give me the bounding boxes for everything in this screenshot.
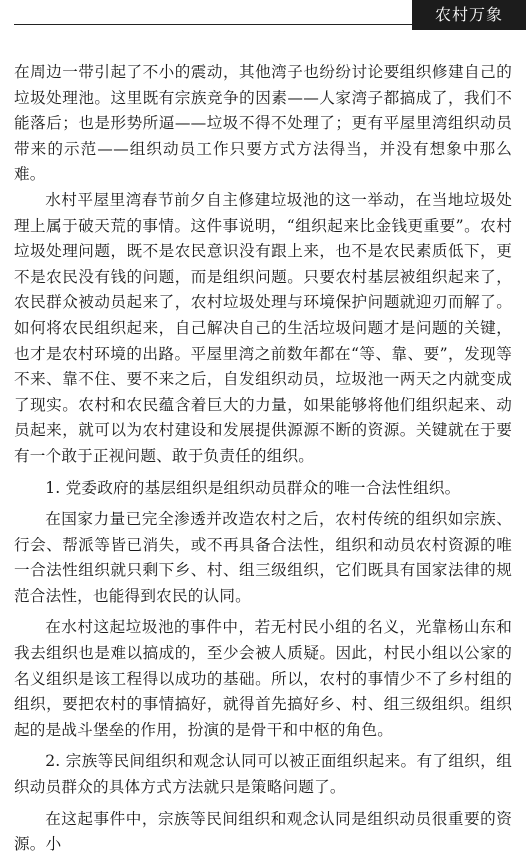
numbered-point: 1. 党委政府的基层组织是组织动员群众的唯一合法性组织。 <box>45 478 461 497</box>
paragraph: 在这起事件中，宗族等民间组织和观念认同是组织动员很重要的资源。小 <box>14 809 512 854</box>
paragraph: 在国家力量已完全渗透并改造农村之后，农村传统的组织如宗族、行会、帮派等皆已消失，或不再具备合法性，组织和动员农村资源的唯一合法性组织就只剩下乡、村、组三级组织，它们既具有国家法律的规范合法性，也能得到农民的认同。 <box>14 510 512 605</box>
paragraph: 在周边一带引起了不小的震动，其他湾子也纷纷讨论要组织修建自己的垃圾处理池。这里既有宗族竞争的因素——人家湾子都搞成了，我们不能落后；也是形势所逼——垃圾不得不处理了；更有平屋里湾组织动员带来的示范——组织动员工作只要方式方法得当，并没有想象中那么难。 <box>14 63 512 184</box>
article-body <box>14 60 512 858</box>
section-label: 农村万象 <box>412 0 526 30</box>
paragraph: 在水村这起垃圾池的事件中，若无村民小组的名义，光靠杨山东和我去组织也是难以搞成的，至少会被人质疑。因此，村民小组以公家的名义组织是该工程得以成功的基础。所以，农村的事情少不了乡村组的组织，要把农村的事情搞好，就得首先搞好乡、村、组三级组织。组织起的是战斗堡垒的作用，扮演的是骨干和中枢的角色。 <box>14 618 512 739</box>
numbered-point: 2. 宗族等民间组织和观念认同可以被正面组织起来。有了组织，组织动员群众的具体方式方法就只是策略问题了。 <box>14 752 512 797</box>
header-rule <box>14 24 412 25</box>
paragraph: 水村平屋里湾春节前夕自主修建垃圾池的这一举动，在当地垃圾处理上属于破天荒的事情。这件事说明，“组织起来比金钱更重要”。农村垃圾处理问题，既不是农民意识没有跟上来，也不是农民素质低下，更不是农民没有钱的问题，而是组织问题。只要农村基层被组织起来了，农民群众被动员起来了，农村垃圾处理与环境保护问题就迎刃而解了。如何将农民组织起来，自己解决自己的生活垃圾问题才是问题的关键，也才是农村环境的出路。平屋里湾之前数年都在“等、靠、要”，发现等不来、靠不住、要不来之后，自发组织动员，垃圾池一两天之内就变成了现实。农村和农民蕴含着巨大的力量，如果能够将他们组织起来、动员起来，就可以为农村建设和发展提供源源不断的资源。关键就在于要有一个敢于正视问题、敢于负责任的组织。 <box>14 190 512 465</box>
